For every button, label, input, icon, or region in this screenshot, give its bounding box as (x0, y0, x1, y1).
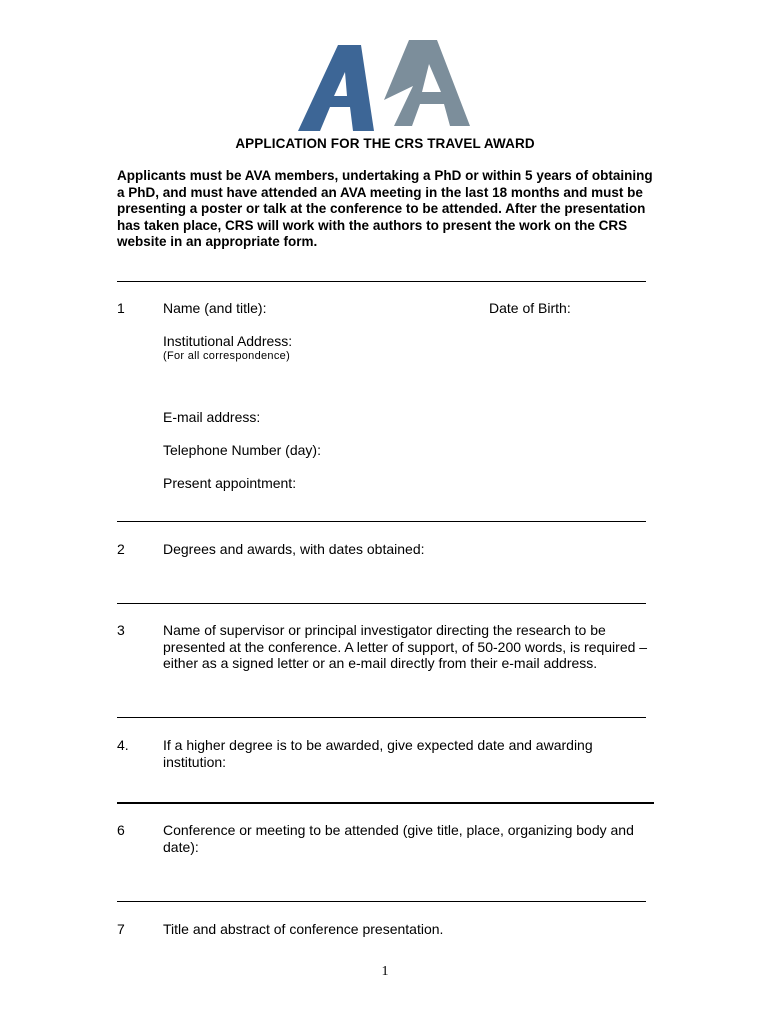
degrees-label: Degrees and awards, with dates obtained: (163, 541, 425, 557)
section-4-number: 4. (117, 737, 129, 753)
logo-letter-a-dark (298, 45, 374, 131)
institutional-address-label: Institutional Address: (163, 333, 293, 349)
higher-degree-label: If a higher degree is to be awarded, give expected date and awarding institution: (163, 737, 593, 770)
section-6-number: 6 (117, 822, 125, 838)
divider (117, 901, 646, 902)
divider (117, 717, 646, 718)
email-label: E-mail address: (163, 409, 261, 425)
divider (117, 802, 654, 804)
section-7-number: 7 (117, 921, 125, 937)
section-3-number: 3 (117, 622, 125, 638)
divider (117, 521, 646, 522)
eligibility-intro: Applicants must be AVA members, undertaking a PhD or within 5 years of obtaining a PhD, and must have attended an AVA meeting in the last 18 months and must be presenting a poster or talk at the conference to be attended. After the presentation has taken place, CRS will work with the authors to present the work on the CRS website in an appropriate form. (117, 168, 653, 249)
conference-label: Conference or meeting to be attended (give title, place, organizing body and date): (163, 822, 634, 855)
section-1-number: 1 (117, 300, 125, 316)
section-2-number: 2 (117, 541, 125, 557)
form-title: APPLICATION FOR THE CRS TRAVEL AWARD (235, 136, 535, 151)
page-number: 1 (381, 964, 389, 979)
divider (117, 281, 646, 282)
ava-logo (296, 38, 472, 134)
present-appointment-label: Present appointment: (163, 475, 297, 491)
address-note: (For all correspondence) (163, 350, 291, 362)
divider (117, 603, 646, 604)
date-of-birth-label: Date of Birth: (489, 300, 571, 316)
supervisor-label: Name of supervisor or principal investigator directing the research to be presented at the conference. A letter of support, of 50-200 words, is required – either as a signed letter or an e-mail directly from their e-mail address. (163, 622, 648, 671)
telephone-label: Telephone Number (day): (163, 442, 321, 458)
abstract-label: Title and abstract of conference presentation. (163, 921, 444, 937)
name-label: Name (and title): (163, 300, 267, 316)
